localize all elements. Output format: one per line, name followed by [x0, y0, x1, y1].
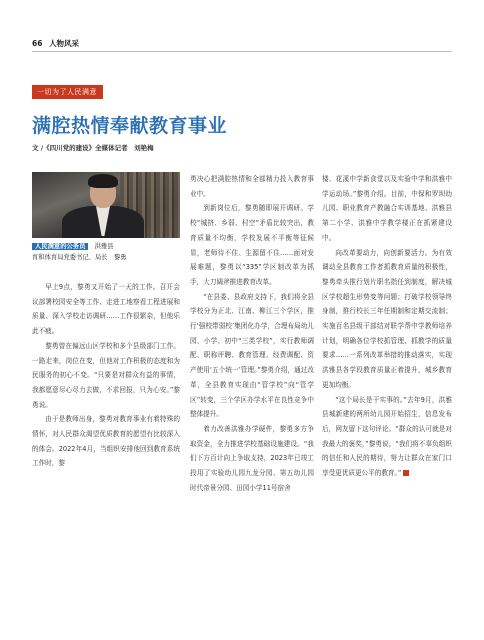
photo-caption [32, 241, 180, 263]
portrait-photo [32, 172, 180, 238]
paragraph: 着力改善洪雅办学硬件，黎勇多方争取资金，全力推进学校基础设施建设。“我们下方百计向上争取支持，2023年已竣工投用了实验幼儿园九龙分园、第五幼儿园时代帝景分园、田园小学11号宿舍 [190, 424, 314, 492]
end-mark-icon [403, 470, 409, 476]
section-tag: 一切为了人民满意 [32, 85, 103, 99]
section-name: 人物风采 [49, 39, 80, 48]
header-divider [32, 51, 452, 52]
paragraph: 由于是教师出身，黎勇对教育事业有着特殊的情怀，对人民群众渴望优质教育的愿望有比较深入的体会。2022年4月，当组织安排他回到教育系统工作时，黎 [32, 415, 180, 468]
caption-line2: 育和体育局党委书记、局长 黎勇 [32, 254, 127, 261]
page-number: 66 [32, 39, 43, 48]
paragraph: “这个局长是干实事的。”去年9月，洪雅县城新建的两所幼儿园开始招生，信息发布后，网友留下这句评论。“群众的认可就是对我最大的褒奖，”黎勇说，“我们将不辜负组织的信任和人民的期待，努力让群众在家门口享受更优质更公平的教育。” [322, 395, 452, 478]
caption-badge: 人民满意的公务员 [32, 243, 88, 250]
article-title: 满腔热情奉献教育事业 [32, 115, 228, 137]
paragraph: 勇决心把满腔热情和全部精力投入教育事业中。 [190, 175, 314, 198]
byline: 文 /《四川党的建设》全媒体记者 刘艳梅 [32, 144, 154, 152]
text-column-1 [32, 280, 180, 471]
paragraph: “在县委、县政府支持下，我们将全县学校分为正北、江南、柳江三个学区，推行‘强校带弱校’集团化办学，合理布局幼儿园、小学、初中“三类学校”，实行教师调配、职称评聘、教育管理、经费调配、资产使用‘五个统一’管理。”黎勇介绍，通过改革，全县教育实现由“管学校”向“管学区”转变，三个学区办学水平在良性竞争中整体提升。 [190, 292, 314, 419]
paragraph: 黎勇曾在偏远山区学校和多个县级部门工作。一路走来，岗位在变，但他对工作积极的态度和为民服务的初心不变。“只要是对群众有益的事情，我都愿意尽心尽力去做，不求回报，只为心安。”黎勇说。 [32, 341, 180, 409]
page-header [32, 38, 79, 49]
paragraph: 楼、花溪中学新食堂以及实验中学和洪雅中学运动场。”黎勇介绍。目前，中保和罗坝幼儿园、职业教育产教融合实训基地、洪雅县第二小学、洪雅中学教学楼正在抓紧建设中。 [322, 175, 452, 242]
paragraph: 向改革要动力，向创新要活力。为有效调动全县教育工作者抓教育质量的积极性，黎勇牵头推行划片职名指任到制度，解决城区学校超生形势变等问题；打破学校领导终身制，推行校长三年任期制和定期交流制；实施百名县级干部结对联学帮中学教师培养计划，明确各位学校抓管理、抓教学的质量要求……一系列改革举措的推动落实，实现洪雅县各学段教育质量正着提升，城乡教育更加均衡。 [322, 248, 452, 389]
text-column-2 [190, 172, 314, 495]
paragraph: 到新岗位后，黎勇随即展开调研。学校“城挤、乡弱、村空”矛盾比较突出，教育质量不均衡，学校发展不平衡等征候显，老师待不住、生源留不住……面对发展难题，黎勇以“335”学区制改革为抓手，大刀阔斧推进教育改革。 [190, 204, 314, 286]
text-column-3 [322, 172, 452, 481]
paragraph: 早上9点，黎勇又开始了一天的工作。召开会议部署校园安全等工作、走进工地察看工程进展和质量、深入学校走访调研……工作很繁杂，但他乐此不疲。 [32, 283, 180, 336]
caption-line1: 洪雅县 [88, 243, 114, 250]
